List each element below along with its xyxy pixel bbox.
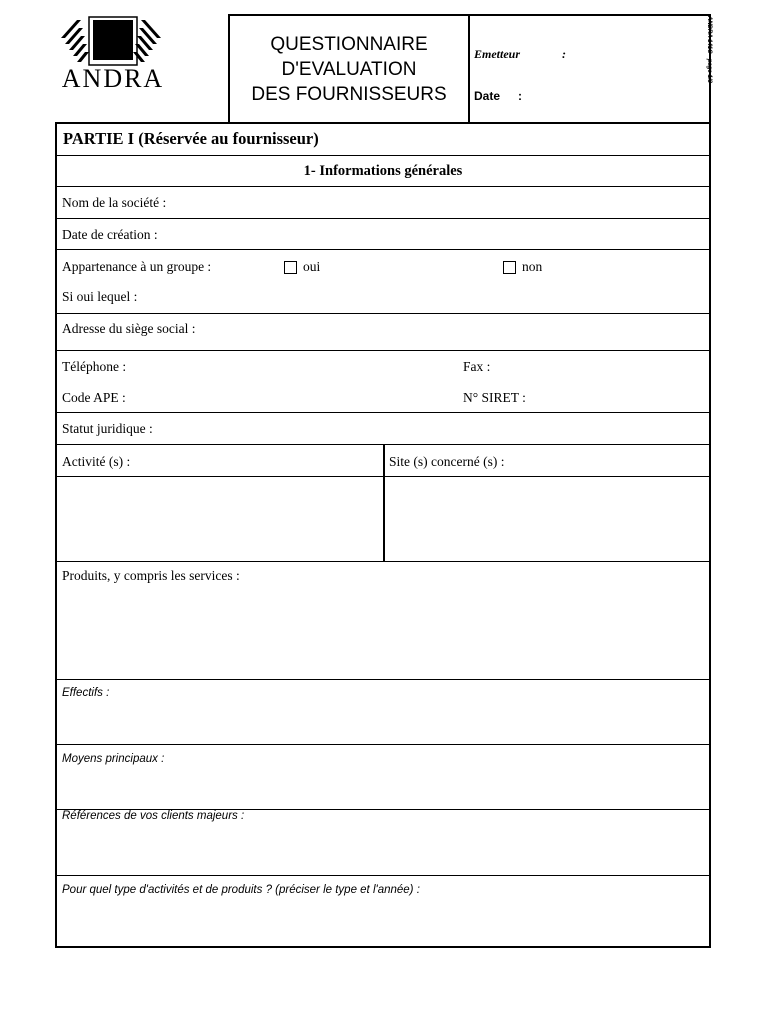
andra-logo: [55, 14, 228, 122]
if-yes-which-label: Si oui lequel :: [62, 289, 138, 304]
date-label: Date: [474, 89, 501, 103]
activity-type-row[interactable]: [57, 876, 709, 946]
ape-code-label: Code APE :: [62, 390, 126, 405]
phone-fax-row[interactable]: [57, 351, 709, 382]
sites-label: Site (s) concerné (s) :: [389, 454, 505, 469]
part-title: PARTIE I (Réservée au fournisseur): [63, 129, 319, 148]
company-name-label: Nom de la société :: [62, 195, 167, 210]
supplier-form: [55, 122, 711, 948]
main-means-row[interactable]: [57, 745, 709, 810]
legal-status-row[interactable]: [57, 413, 709, 445]
main-means-label: Moyens principaux :: [62, 753, 165, 765]
page-title: QUESTIONNAIRE D'EVALUATION DES FOURNISSEURS: [251, 33, 447, 105]
no-label: non: [522, 259, 543, 274]
workforce-label: Effectifs :: [62, 687, 110, 699]
activity-site-divider: [383, 445, 385, 562]
yes-checkbox[interactable]: [284, 261, 297, 274]
head-office-label: Adresse du siège social :: [62, 321, 196, 336]
company-name-row[interactable]: [57, 187, 709, 219]
logo-text: ANDRA: [61, 64, 165, 93]
date-colon: :: [518, 89, 522, 103]
client-references-row[interactable]: [57, 810, 709, 876]
siret-label: N° SIRET :: [463, 390, 526, 405]
document-reference: ANDRA 141C - page 1/3: [706, 16, 712, 83]
products-row[interactable]: [57, 562, 709, 680]
no-checkbox[interactable]: [503, 261, 516, 274]
section-title-row: [57, 156, 709, 187]
group-membership-row: [57, 250, 709, 314]
section-title: 1- Informations générales: [303, 163, 463, 179]
activities-label: Activité (s) :: [62, 454, 131, 469]
legal-status-label: Statut juridique :: [62, 421, 153, 436]
workforce-row[interactable]: [57, 680, 709, 745]
phone-label: Téléphone :: [62, 359, 127, 374]
activity-type-label: Pour quel type d'activités et de produits ? (préciser le type et l'année) :: [62, 884, 420, 896]
client-references-label: Références de vos clients majeurs :: [62, 810, 245, 822]
part-title-row: [57, 124, 709, 156]
ape-siret-row[interactable]: [57, 382, 709, 413]
emitter-date-box: [468, 14, 711, 122]
products-label: Produits, y compris les services :: [62, 568, 240, 583]
head-office-row[interactable]: [57, 314, 709, 351]
emetteur-colon: :: [562, 47, 566, 61]
fax-label: Fax :: [463, 359, 491, 374]
creation-date-row[interactable]: [57, 219, 709, 250]
title-box: [228, 14, 470, 122]
creation-date-label: Date de création :: [62, 227, 158, 242]
yes-label: oui: [303, 259, 321, 274]
group-membership-label: Appartenance à un groupe :: [62, 259, 212, 274]
emetteur-label: Emetteur: [474, 47, 521, 61]
